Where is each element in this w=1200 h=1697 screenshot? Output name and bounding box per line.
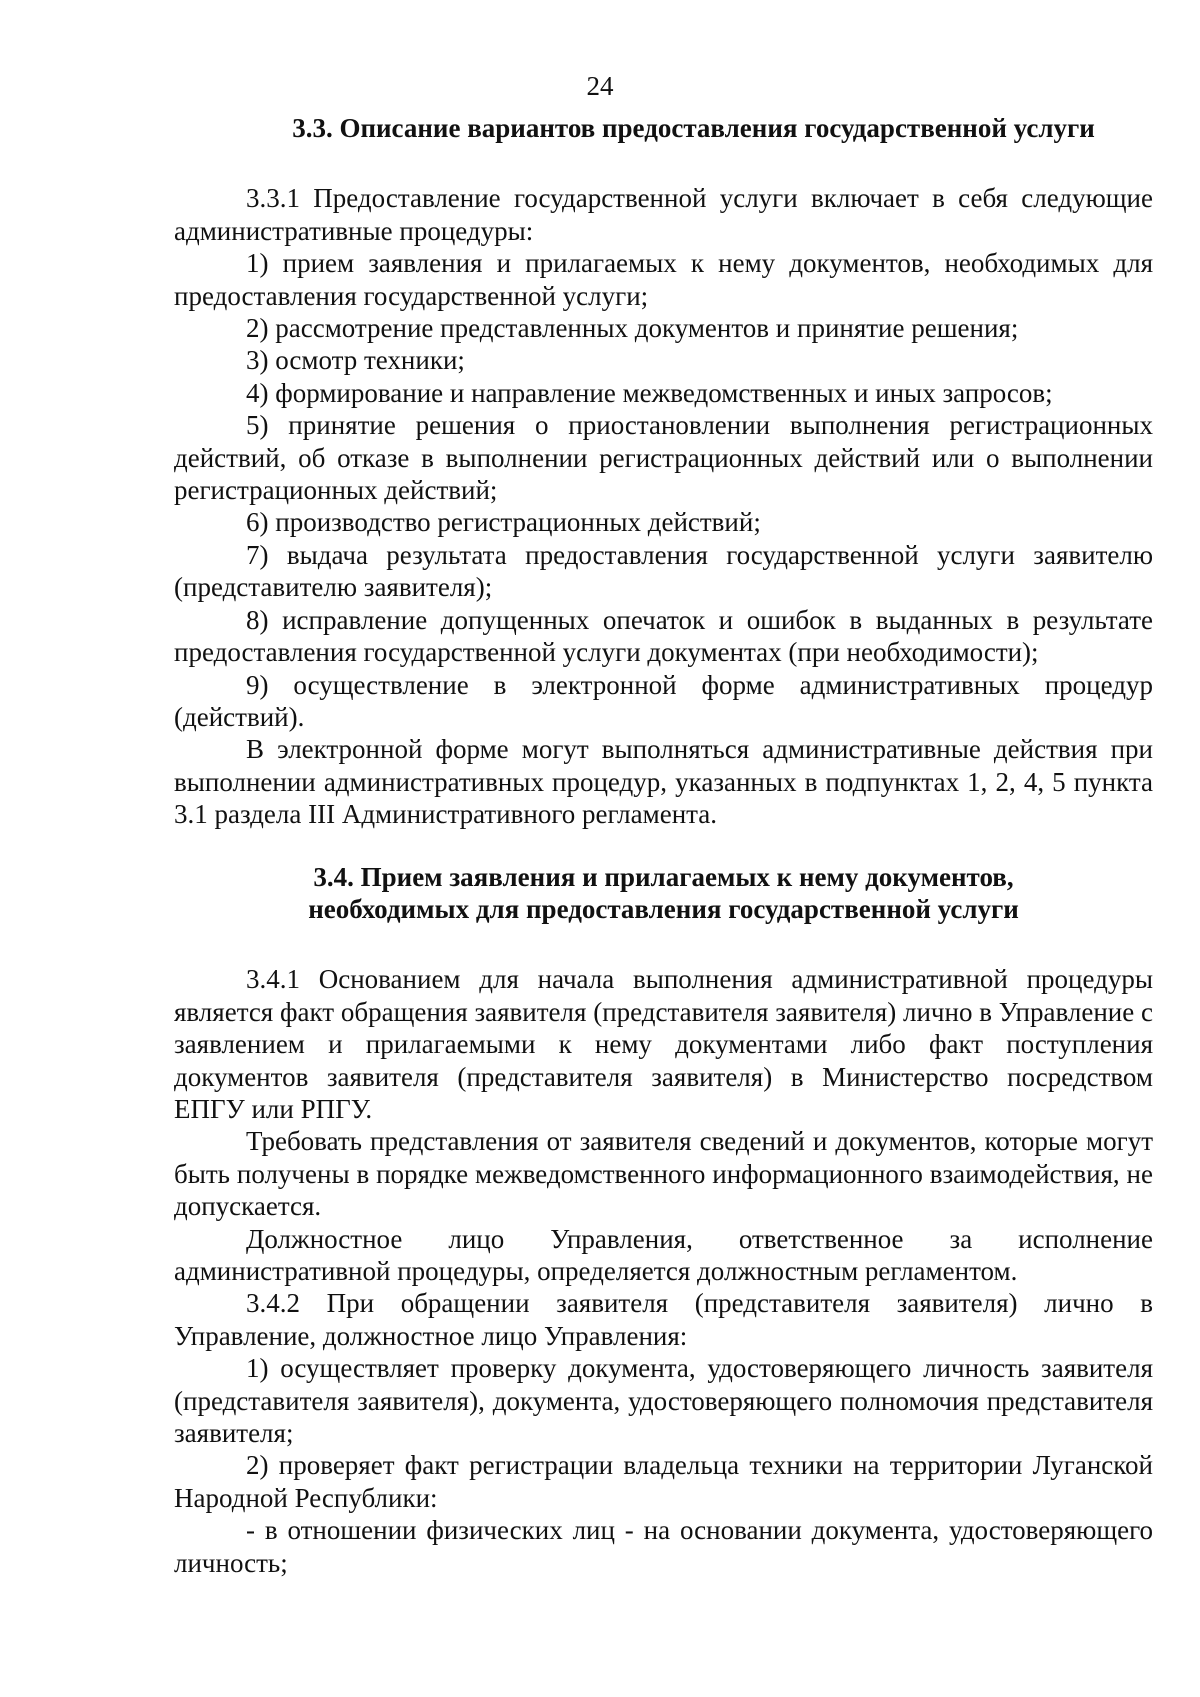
list-item: 2) проверяет факт регистрации владельца техники на территории Луганской Народной Республики: xyxy=(174,1450,1153,1513)
section-3-3-body xyxy=(174,182,1153,830)
list-item: 2) рассмотрение представленных документов и принятие решения; xyxy=(246,313,1019,344)
paragraph: 3.4.2 При обращении заявителя (представителя заявителя) лично в Управление, должностное лицо Управления: xyxy=(174,1288,1153,1351)
paragraph: 3.3.1 Предоставление государственной услуги включает в себя следующие административные процедуры: xyxy=(174,183,1153,246)
section-3-4-heading-line-1: 3.4. Прием заявления и прилагаемых к нему документов, xyxy=(313,861,1014,892)
paragraph: В электронной форме могут выполняться административные действия при выполнении административных процедур, указанных в подпунктах 1, 2, 4, 5 пункта 3.1 раздела III Административного регламента. xyxy=(174,734,1153,830)
list-item: - в отношении физических лиц - на основании документа, удостоверяющего личность; xyxy=(174,1515,1153,1578)
paragraph: Требовать представления от заявителя сведений и документов, которые могут быть получены в порядке межведомственного информационного взаимодействия, не допускается. xyxy=(174,1126,1153,1222)
list-item: 1) осуществляет проверку документа, удостоверяющего личность заявителя (представителя заявителя), документа, удостоверяющего полномочия представителя заявителя; xyxy=(174,1353,1153,1449)
list-item: 9) осуществление в электронной форме административных процедур (действий). xyxy=(174,669,1153,732)
section-3-4-heading-line-2: необходимых для предоставления государственной услуги xyxy=(308,893,1019,924)
document-body xyxy=(174,112,1153,1579)
section-3-4-body xyxy=(174,963,1153,1579)
list-item: 7) выдача результата предоставления государственной услуги заявителю (представителю заявителя); xyxy=(174,539,1153,603)
list-item: 5) принятие решения о приостановлении выполнения регистрационных действий, об отказе в выполнении регистрационных действий или о выполнении регистрационных действий; xyxy=(174,410,1153,506)
list-item: 8) исправление допущенных опечаток и ошибок в выданных в результате предоставления государственной услуги документах (при необходимости); xyxy=(174,604,1153,668)
paragraph: Должностное лицо Управления, ответственное за исполнение административной процедуры, определяется должностным регламентом. xyxy=(174,1223,1153,1286)
section-3-4-heading xyxy=(174,861,1153,926)
list-item: 1) прием заявления и прилагаемых к нему документов, необходимых для предоставления государственной услуги; xyxy=(174,248,1153,311)
list-item: 4) формирование и направление межведомственных и иных запросов; xyxy=(246,377,1053,408)
list-item: 6) производство регистрационных действий; xyxy=(246,507,761,538)
page-number: 24 xyxy=(586,71,614,101)
list-item: 3) осмотр техники; xyxy=(246,345,465,376)
section-3-3-heading: 3.3. Описание вариантов предоставления государственной услуги xyxy=(292,113,1095,143)
paragraph: 3.4.1 Основанием для начала выполнения административной процедуры является факт обращения заявителя (представителя заявителя) лично в Управление с заявлением и прилагаемыми к нему документами либо факт поступления документов заявителя (представителя заявителя) в Министерство посредством ЕПГУ или РПГУ. xyxy=(174,964,1153,1124)
